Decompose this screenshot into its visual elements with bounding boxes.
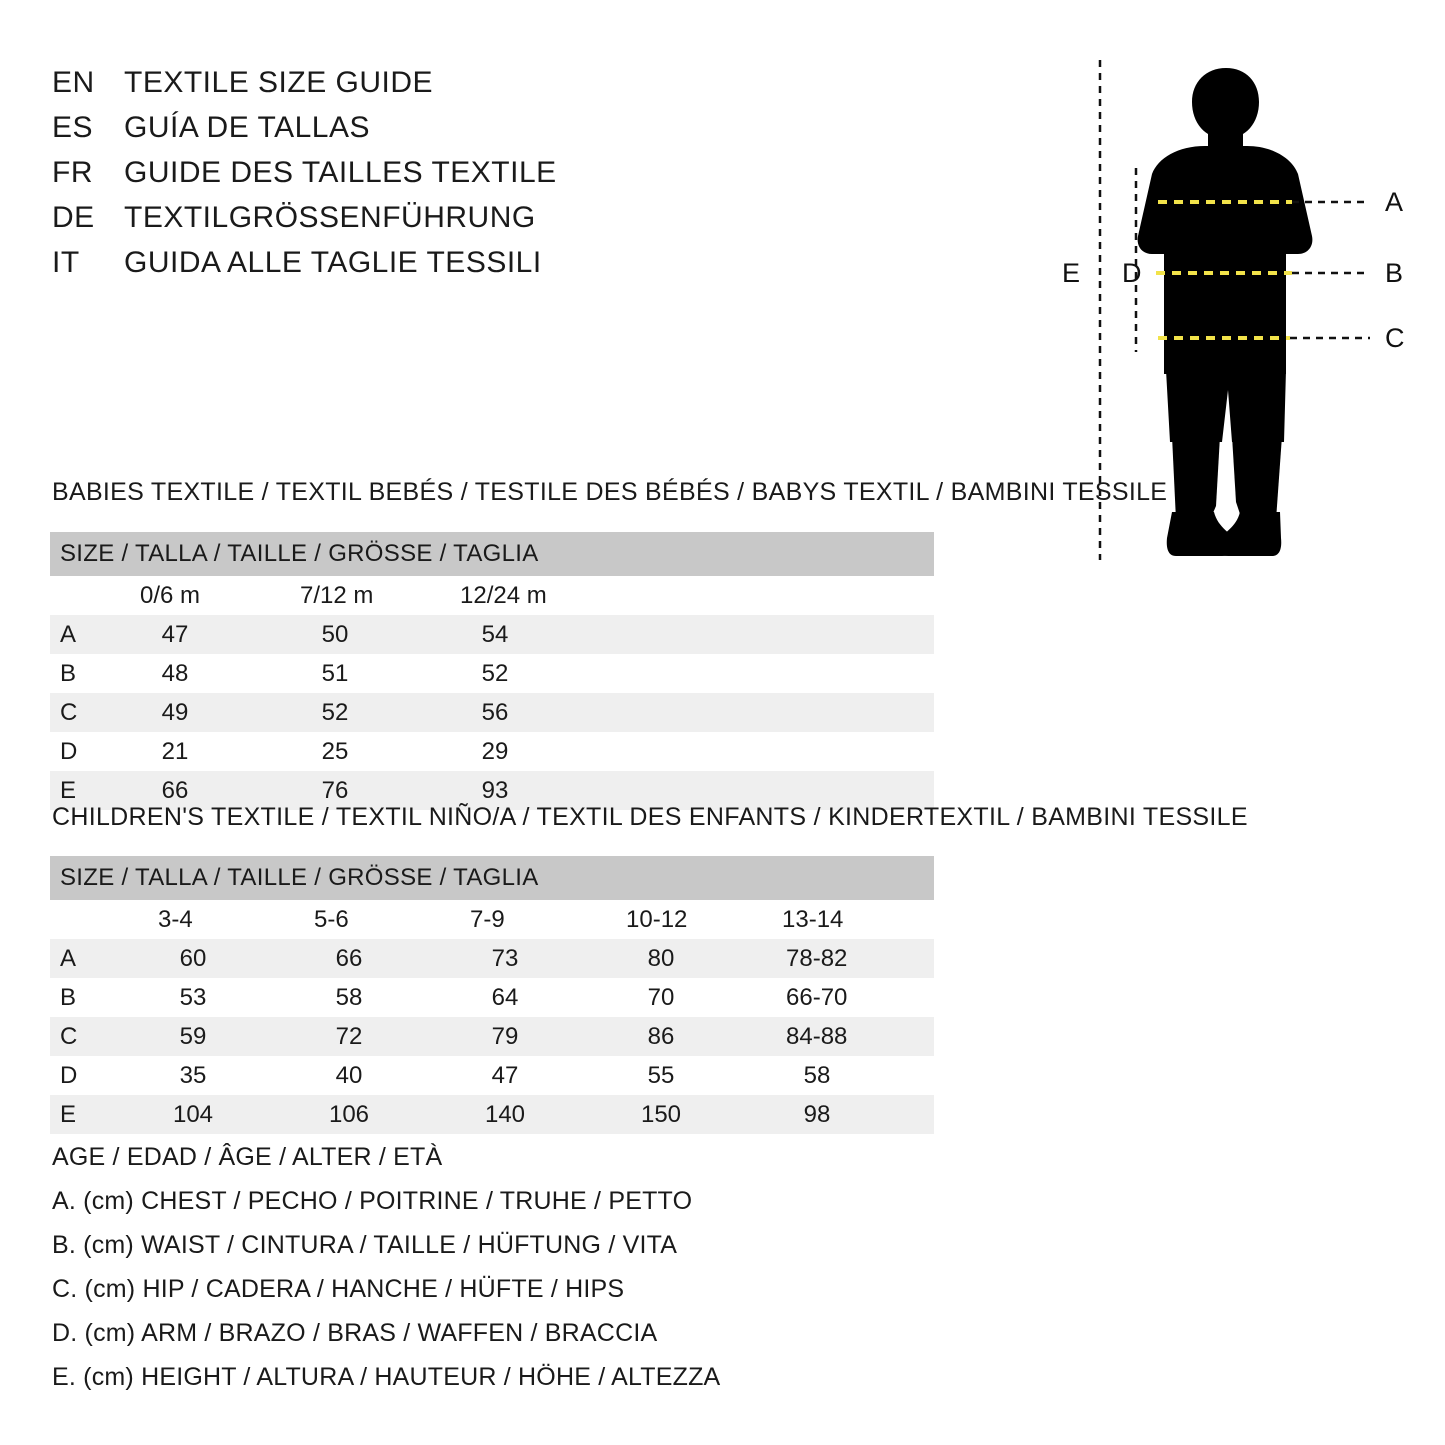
language-title: TEXTILE SIZE GUIDE: [124, 66, 434, 99]
table-row: [50, 732, 934, 771]
cell: 78-82: [778, 939, 934, 978]
cell: 25: [321, 737, 349, 765]
cell: 58: [335, 983, 363, 1011]
row-label: D: [60, 1061, 78, 1089]
cell: 51: [321, 659, 349, 687]
cell: 66-70: [786, 983, 848, 1011]
legend-item: C. (cm) HIP / CADERA / HANCHE / HÜFTE / HIPS: [52, 1275, 625, 1303]
cell: 55: [647, 1061, 675, 1089]
cell: 40: [335, 1061, 363, 1089]
callout-label-e: E: [1062, 258, 1081, 288]
column-header: 5-6: [314, 905, 349, 933]
language-row: [52, 201, 672, 246]
language-title: GUÍA DE TALLAS: [124, 111, 370, 144]
cell: 98: [778, 1095, 934, 1134]
language-code: IT: [52, 246, 80, 279]
column-header: 3-4: [158, 905, 193, 933]
cell: 52: [481, 659, 509, 687]
column-header: 12/24 m: [460, 581, 547, 609]
language-row: [52, 156, 672, 201]
language-code: EN: [52, 66, 95, 99]
cell: 86: [622, 1017, 778, 1056]
cell: 58: [803, 1061, 831, 1089]
legend-item: B. (cm) WAIST / CINTURA / TAILLE / HÜFTUNG / VITA: [52, 1231, 678, 1259]
cell: 140: [466, 1095, 622, 1134]
cell: 73: [466, 939, 622, 978]
row-label: C: [50, 693, 136, 732]
table-row: [50, 654, 934, 693]
callout-label-a: A: [1385, 187, 1404, 217]
table-row: [50, 1095, 934, 1134]
column-header: 7-9: [470, 905, 505, 933]
language-title: TEXTILGRÖSSENFÜHRUNG: [124, 201, 536, 234]
table-row: [50, 939, 934, 978]
cell: 21: [161, 737, 189, 765]
row-label: B: [60, 983, 77, 1011]
cell: 50: [296, 615, 456, 654]
legend-item: D. (cm) ARM / BRAZO / BRAS / WAFFEN / BRACCIA: [52, 1319, 658, 1347]
language-code: FR: [52, 156, 93, 189]
table-row: [50, 1017, 934, 1056]
cell: 66: [136, 771, 296, 810]
column-header: 0/6 m: [140, 581, 201, 609]
cell: 66: [310, 939, 466, 978]
table-row: [50, 978, 934, 1017]
cell: 59: [154, 1017, 310, 1056]
language-row: [52, 246, 672, 291]
legend-item: E. (cm) HEIGHT / ALTURA / HAUTEUR / HÖHE / ALTEZZA: [52, 1363, 721, 1391]
cell: 79: [466, 1017, 622, 1056]
row-label: D: [60, 737, 78, 765]
language-title: GUIDE DES TAILLES TEXTILE: [124, 156, 557, 189]
row-label: A: [50, 615, 136, 654]
table-header-bar: [50, 532, 934, 576]
children-size-table: [50, 856, 934, 1134]
babies-section-title: BABIES TEXTILE / TEXTIL BEBÉS / TESTILE DES BÉBÉS / BABYS TEXTIL / BAMBINI TESSILE: [52, 478, 1168, 506]
cell: 76: [296, 771, 456, 810]
table-row: [50, 693, 934, 732]
callout-label-d: D: [1122, 258, 1142, 288]
legend-item: A. (cm) CHEST / PECHO / POITRINE / TRUHE / PETTO: [52, 1187, 693, 1215]
callout-label-b: B: [1385, 258, 1404, 288]
cell: 47: [136, 615, 296, 654]
cell: 93: [456, 771, 616, 810]
language-header: [52, 66, 672, 291]
table-column-headers: [50, 576, 934, 615]
table-header-bar: [50, 856, 934, 900]
babies-size-table: [50, 532, 934, 810]
cell: 49: [136, 693, 296, 732]
language-title: GUIDA ALLE TAGLIE TESSILI: [124, 246, 542, 279]
row-label: B: [60, 659, 77, 687]
cell: 70: [647, 983, 675, 1011]
row-label: A: [50, 939, 154, 978]
language-row: [52, 111, 672, 156]
callout-label-c: C: [1385, 323, 1405, 353]
cell: 150: [622, 1095, 778, 1134]
table-row: [50, 615, 934, 654]
cell: 48: [161, 659, 189, 687]
cell: 54: [456, 615, 616, 654]
cell: 64: [491, 983, 519, 1011]
cell: 106: [310, 1095, 466, 1134]
cell: 104: [154, 1095, 310, 1134]
children-table-header: SIZE / TALLA / TAILLE / GRÖSSE / TAGLIA: [50, 856, 934, 900]
language-row: [52, 66, 672, 111]
table-row: [50, 1056, 934, 1095]
row-label: C: [50, 1017, 154, 1056]
row-label: E: [50, 1095, 154, 1134]
measurement-legend: [52, 1135, 952, 1399]
legend-item: AGE / EDAD / ÂGE / ALTER / ETÀ: [52, 1143, 443, 1171]
language-code: ES: [52, 111, 94, 144]
cell: 52: [296, 693, 456, 732]
table-column-headers: [50, 900, 934, 939]
cell: 60: [154, 939, 310, 978]
cell: 53: [179, 983, 207, 1011]
cell: 72: [310, 1017, 466, 1056]
babies-table-header: SIZE / TALLA / TAILLE / GRÖSSE / TAGLIA: [50, 532, 934, 576]
column-header: 13-14: [782, 905, 844, 933]
cell: 56: [456, 693, 616, 732]
children-section-title: CHILDREN'S TEXTILE / TEXTIL NIÑO/A / TEXTIL DES ENFANTS / KINDERTEXTIL / BAMBINI TESSILE: [52, 803, 1248, 831]
cell: 47: [491, 1061, 519, 1089]
row-label: E: [50, 771, 136, 810]
cell: 29: [481, 737, 509, 765]
language-code: DE: [52, 201, 95, 234]
cell: 35: [179, 1061, 207, 1089]
column-header: 7/12 m: [300, 581, 374, 609]
cell: 80: [622, 939, 778, 978]
column-header: 10-12: [626, 905, 688, 933]
cell: 84-88: [778, 1017, 934, 1056]
